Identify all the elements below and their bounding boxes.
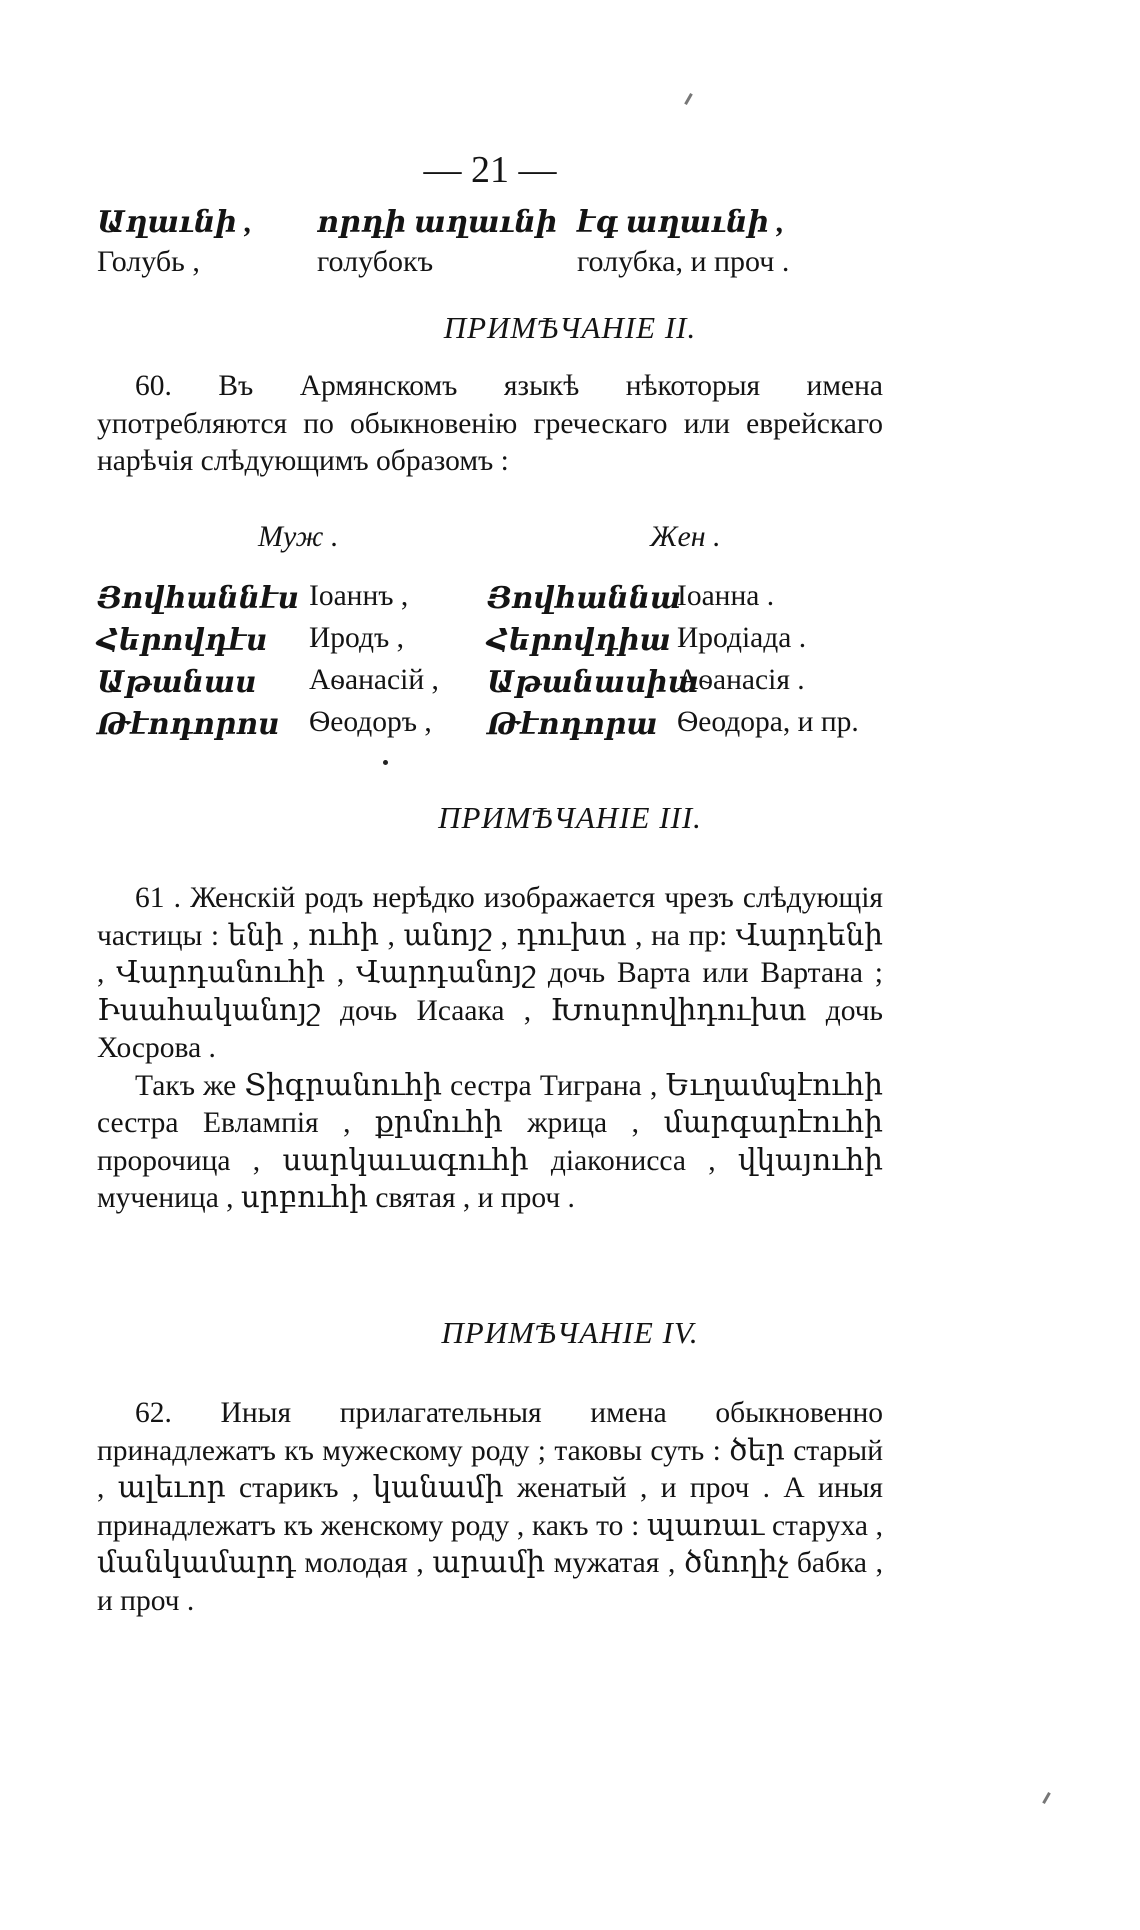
paragraph-text: 62. Иныя прилагательныя имена обыкновенно принадлежатъ къ мужескому роду ; таковы суть : ծեր старый , ալեւոր старикъ , կանամի женатый , и проч . А иныя принадлежатъ къ женскому роду , какъ то : պառաւ старуха , մանկամարդ молодая , արամի мужатая , ծնողիչ бабка , и проч .	[97, 1397, 883, 1617]
female-russian-name: Іоанна .	[677, 580, 775, 612]
paragraph-text: 60. Въ Армянскомъ языкѣ нѣкоторыя имена употребляются по обыкновенію греческаго или еврейскаго нарѣчія слѣдующимъ образомъ :	[97, 370, 883, 477]
gender-names-table	[97, 580, 887, 760]
female-armenian-name: Թէոդորա	[487, 709, 658, 741]
male-russian-name: Иродъ ,	[309, 622, 404, 654]
male-armenian-name: Աթանաս	[97, 667, 257, 699]
note-2-paragraph	[97, 368, 883, 481]
russian-word: голубка, и проч .	[577, 245, 790, 278]
note-2-heading: ПРИМѢЧАНІЕ II.	[443, 310, 697, 345]
page-speck	[1042, 1792, 1051, 1804]
female-russian-name: Ѳеодора, и пр.	[677, 706, 859, 738]
female-armenian-name: Հերովդիա	[487, 625, 671, 657]
armenian-word: էգ աղաւնի ,	[577, 206, 785, 239]
note-4-paragraph	[97, 1395, 883, 1620]
page-number: — 21 —	[423, 149, 557, 191]
paragraph-text: Такъ же Տիգրանուհի сестра Тиграна , Եւղամպէուհի сестра Евлампія , քրմուհի жрица , մարգարէուհի пророчица , սարկաւագուհի діаконисса , վկայուհի мученица , սրբուհի святая , и проч .	[97, 1069, 883, 1214]
male-armenian-name: Յովհաննէս	[97, 583, 299, 615]
paragraph-text: 61 . Женскій родъ нерѣдко изображается чрезъ слѣдующія частицы : ենի , ուհի , անոյշ , դուխտ , на пр: Վարդենի , Վարդանուհի , Վարդանոյշ дочь Варта или Вартана ; Իսահականոյշ дочь Исаака , Խոսրովիդուխտ дочь Хосрова .	[97, 882, 883, 1064]
page-speck	[684, 93, 693, 105]
russian-word: Голубь ,	[97, 245, 200, 278]
male-armenian-name: Թէոդորոս	[97, 709, 280, 741]
armenian-word: որդի աղաւնի	[317, 206, 558, 239]
male-column-header: Муж .	[258, 520, 339, 553]
male-russian-name: Аѳанасій ,	[309, 664, 439, 696]
female-russian-name: Аѳанасія .	[677, 664, 805, 696]
female-column-header: Жен .	[650, 520, 721, 553]
ink-dot	[383, 760, 388, 765]
male-armenian-name: Հերովդէս	[97, 625, 268, 657]
female-russian-name: Иродіада .	[677, 622, 807, 654]
female-armenian-name: Աթանասիա	[487, 667, 699, 699]
male-russian-name: Іоаннъ ,	[309, 580, 409, 612]
male-russian-name: Ѳеодоръ ,	[309, 706, 432, 738]
russian-word: голубокъ	[317, 245, 434, 278]
armenian-word: Աղաւնի ,	[97, 206, 253, 239]
note-4-heading: ПРИМѢЧАНІЕ IV.	[441, 1315, 699, 1350]
female-armenian-name: Յովհաննա	[487, 583, 682, 615]
note-3-paragraphs	[97, 880, 883, 1218]
note-3-heading: ПРИМѢЧАНІЕ III.	[438, 800, 702, 835]
